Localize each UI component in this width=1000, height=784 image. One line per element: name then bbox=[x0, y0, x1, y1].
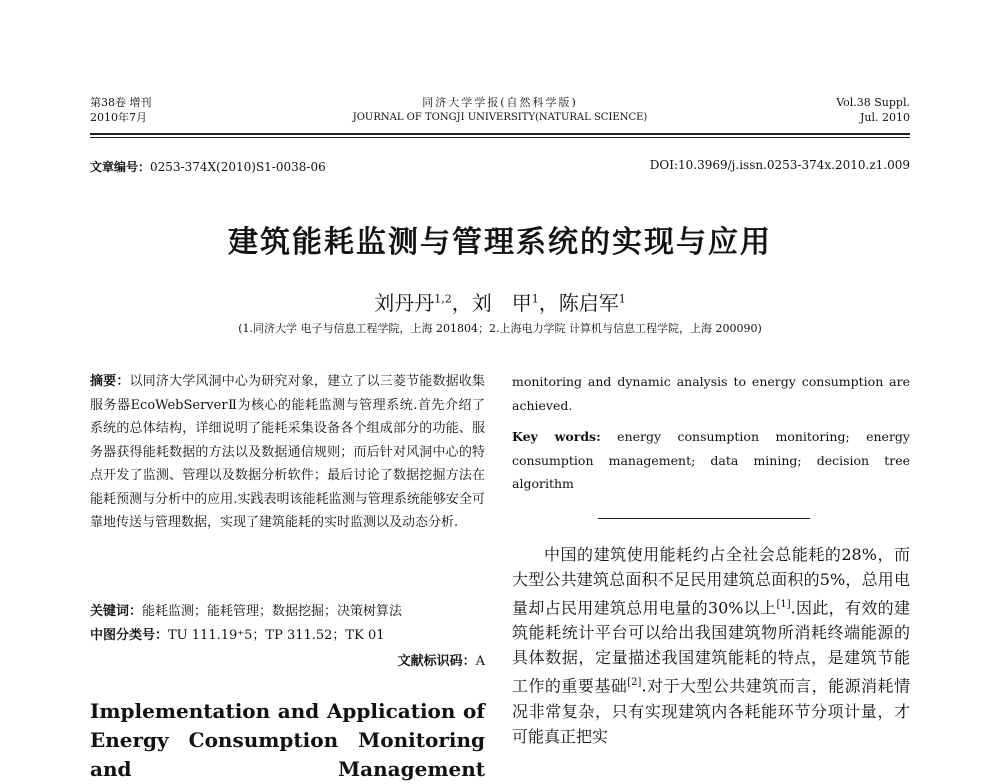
journal-name-cn: 同济大学学报(自然科学版) bbox=[422, 96, 578, 109]
journal-date-en: Jul. 2010 bbox=[860, 111, 910, 124]
author-3: ，陈启军 bbox=[538, 291, 619, 315]
citation-2: [2] bbox=[627, 677, 642, 689]
english-keywords bbox=[512, 425, 910, 496]
authors bbox=[0, 287, 1000, 316]
keywords-label: 关键词： bbox=[90, 604, 143, 619]
affiliation: (1.同济大学 电子与信息工程学院，上海 201804；2.上海电力学院 计算机与信息工程学院，上海 200090) bbox=[238, 322, 762, 335]
keywords-text: 能耗监测；能耗管理；数据挖掘；决策树算法 bbox=[142, 604, 403, 619]
author-3-affil: 1 bbox=[618, 292, 626, 306]
clc-number bbox=[90, 624, 485, 648]
clc-text: TU 111.19⁺5；TP 311.52；TK 01 bbox=[168, 628, 385, 643]
document-code-label: 文献标识码： bbox=[397, 654, 476, 669]
english-keywords-label: Key words: bbox=[512, 429, 601, 444]
introduction bbox=[512, 542, 910, 760]
intro-text-1: 中国的建筑使用能耗约占全社会总能耗的28%，而大型公共建筑总面积不足民用建筑总面积的5%，总用电量却占民用建筑总用电量的30%以上 bbox=[512, 545, 910, 618]
citation-1: [1] bbox=[776, 599, 791, 610]
english-abstract-end: monitoring and dynamic analysis to energy consumption are achieved. bbox=[512, 374, 910, 413]
intro-paragraph bbox=[512, 542, 910, 749]
intro-text-2: .因此，有效的建筑能耗统计平台可以给出我国建筑物所消耗终端能源的具体数据，定量描述我国建筑能耗的特点，是建筑节能工作的重要基础 bbox=[512, 598, 910, 696]
author-2: ，刘 甲 bbox=[451, 291, 532, 315]
keywords bbox=[90, 600, 485, 624]
journal-date-cn: 2010年7月 bbox=[90, 111, 147, 124]
doi: DOI:10.3969/j.issn.0253-374x.2010.z1.009 bbox=[649, 158, 910, 172]
abstract-label: 摘要： bbox=[90, 374, 130, 389]
header-rule-thick bbox=[90, 133, 910, 135]
section-divider bbox=[598, 518, 810, 519]
journal-volume-en: Vol.38 Suppl. bbox=[836, 96, 910, 109]
abstract-text: 以同济大学风洞中心为研究对象，建立了以三菱节能数据收集服务器EcoWebServerⅡ为核心的能耗监测与管理系统.首先介绍了系统的总体结构，详细说明了能耗采集设备各个组成部分的功能、服务器获得能耗数据的方法以及数据通信规则；而后针对风洞中心的特点开发了监测、管理以及数据分析软件；最后讨论了数据挖掘方法在能耗预测与分析中的应用.实践表明该能耗监测与管理系统能够安全可靠地传送与管理数据，实现了建筑能耗的实时监测以及动态分析. bbox=[90, 374, 485, 530]
abstract bbox=[90, 370, 485, 582]
intro-text-3: .对于大型公共建筑而言，能源消耗情况非常复杂，只有实现建筑内各耗能环节分项计量，才可能真正把实 bbox=[512, 676, 910, 746]
document-code bbox=[90, 650, 485, 674]
author-2-affil: 1 bbox=[531, 292, 539, 306]
header-rule-thin bbox=[90, 137, 910, 138]
author-1: 刘丹丹 bbox=[374, 291, 435, 315]
article-number-value: 0253-374X(2010)S1-0038-06 bbox=[150, 160, 326, 174]
english-title: Implementation and Application of Energy Consumption Monitoring and Management bbox=[90, 699, 485, 781]
journal-name-en: JOURNAL OF TONGJI UNIVERSITY(NATURAL SCIENCE) bbox=[352, 112, 648, 123]
document-code-value: A bbox=[475, 654, 485, 669]
author-1-affil: 1,2 bbox=[434, 292, 452, 306]
article-number-label: 文章编号： bbox=[90, 160, 151, 174]
article-number bbox=[90, 158, 326, 175]
english-keywords-text: energy consumption monitoring; energy consumption management; data mining; decision tree algorithm bbox=[512, 429, 910, 491]
journal-volume-cn: 第38卷 增刊 bbox=[90, 96, 152, 109]
clc-label: 中图分类号： bbox=[90, 628, 169, 643]
article-title: 建筑能耗监测与管理系统的实现与应用 bbox=[228, 225, 772, 260]
